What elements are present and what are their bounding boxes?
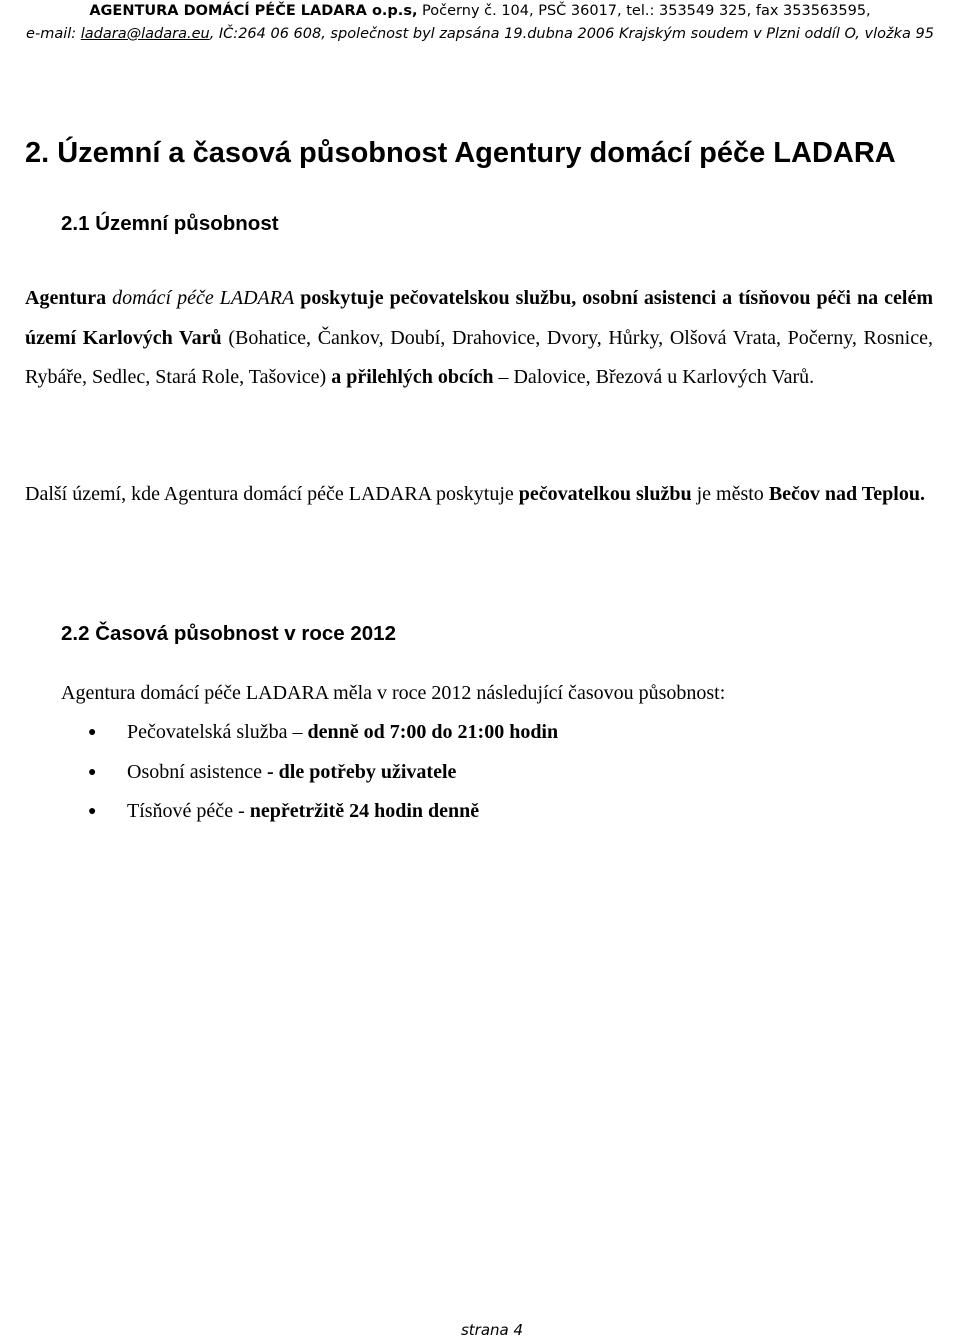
service-hours-list [85, 713, 558, 832]
text-span-bold: a přilehlých obcích [331, 366, 494, 388]
list-item [85, 792, 558, 832]
service-label: Osobní asistence [127, 760, 267, 783]
additional-territory-paragraph [25, 475, 933, 515]
company-name: AGENTURA DOMÁCÍ PÉČE LADARA o.p.s, [89, 3, 418, 19]
text-span-bold: poskytuje pečovatelskou službu, osobní asistenci a tísňovou péči na celém území Karlových Varů [25, 287, 933, 349]
list-item [85, 753, 558, 793]
text-span-bold: pečovatelkou službu [518, 483, 692, 505]
company-address: Počerny č. 104, PSČ 36017, tel.: 353549 325, fax 353563595, [417, 3, 871, 19]
service-label: Tísňové péče - [127, 800, 250, 822]
letterhead [0, 0, 960, 46]
temporal-scope-intro: Agentura domácí péče LADARA měla v roce 2012 následující časovou působnost: [61, 682, 726, 704]
town-name: Bečov nad Teplou. [768, 483, 925, 505]
letterhead-line-1 [0, 0, 960, 23]
text-span: je město [691, 483, 769, 505]
bullet-icon: ● [88, 725, 97, 740]
territorial-scope-heading: 2.1 Územní působnost [61, 212, 279, 235]
list-item [85, 713, 558, 753]
section-title: 2. Územní a časová působnost Agentury domácí péče LADARA [25, 137, 896, 169]
text-span-italic: domácí péče LADARA [112, 287, 295, 309]
text-span: Agentura [25, 287, 113, 309]
email-prefix: e-mail: [26, 26, 81, 42]
letterhead-line-2 [0, 23, 960, 46]
service-hours: - dle potřeby uživatele [266, 760, 457, 783]
territorial-scope-paragraph [25, 279, 933, 398]
text-span: Další území, kde Agentura domácí péče LADARA poskytuje [25, 483, 519, 505]
bullet-icon: ● [88, 804, 97, 819]
service-label: Pečovatelská služba – [127, 721, 308, 743]
email-link[interactable]: ladara@ladara.eu [80, 26, 210, 42]
registration-info: , IČ:264 06 608, společnost byl zapsána 19.dubna 2006 Krajským soudem v Plzni oddíl O, vložka 95 [209, 26, 934, 42]
nearby-villages: – Dalovice, Březová u Karlových Varů. [493, 366, 815, 388]
service-hours: denně od 7:00 do 21:00 hodin [307, 721, 559, 743]
bullet-icon: ● [88, 764, 97, 780]
temporal-scope-heading: 2.2 Časová působnost v roce 2012 [61, 622, 396, 645]
page-number: strana 4 [460, 1321, 524, 1339]
service-hours: nepřetržitě 24 hodin denně [249, 800, 480, 822]
districts-list: (Bohatice, Čankov, Doubí, Drahovice, Dvory, Hůrky, Olšová Vrata, Počerny, Rosnice, Rybáře, Sedlec, Stará Role, Tašovice) [25, 326, 933, 388]
